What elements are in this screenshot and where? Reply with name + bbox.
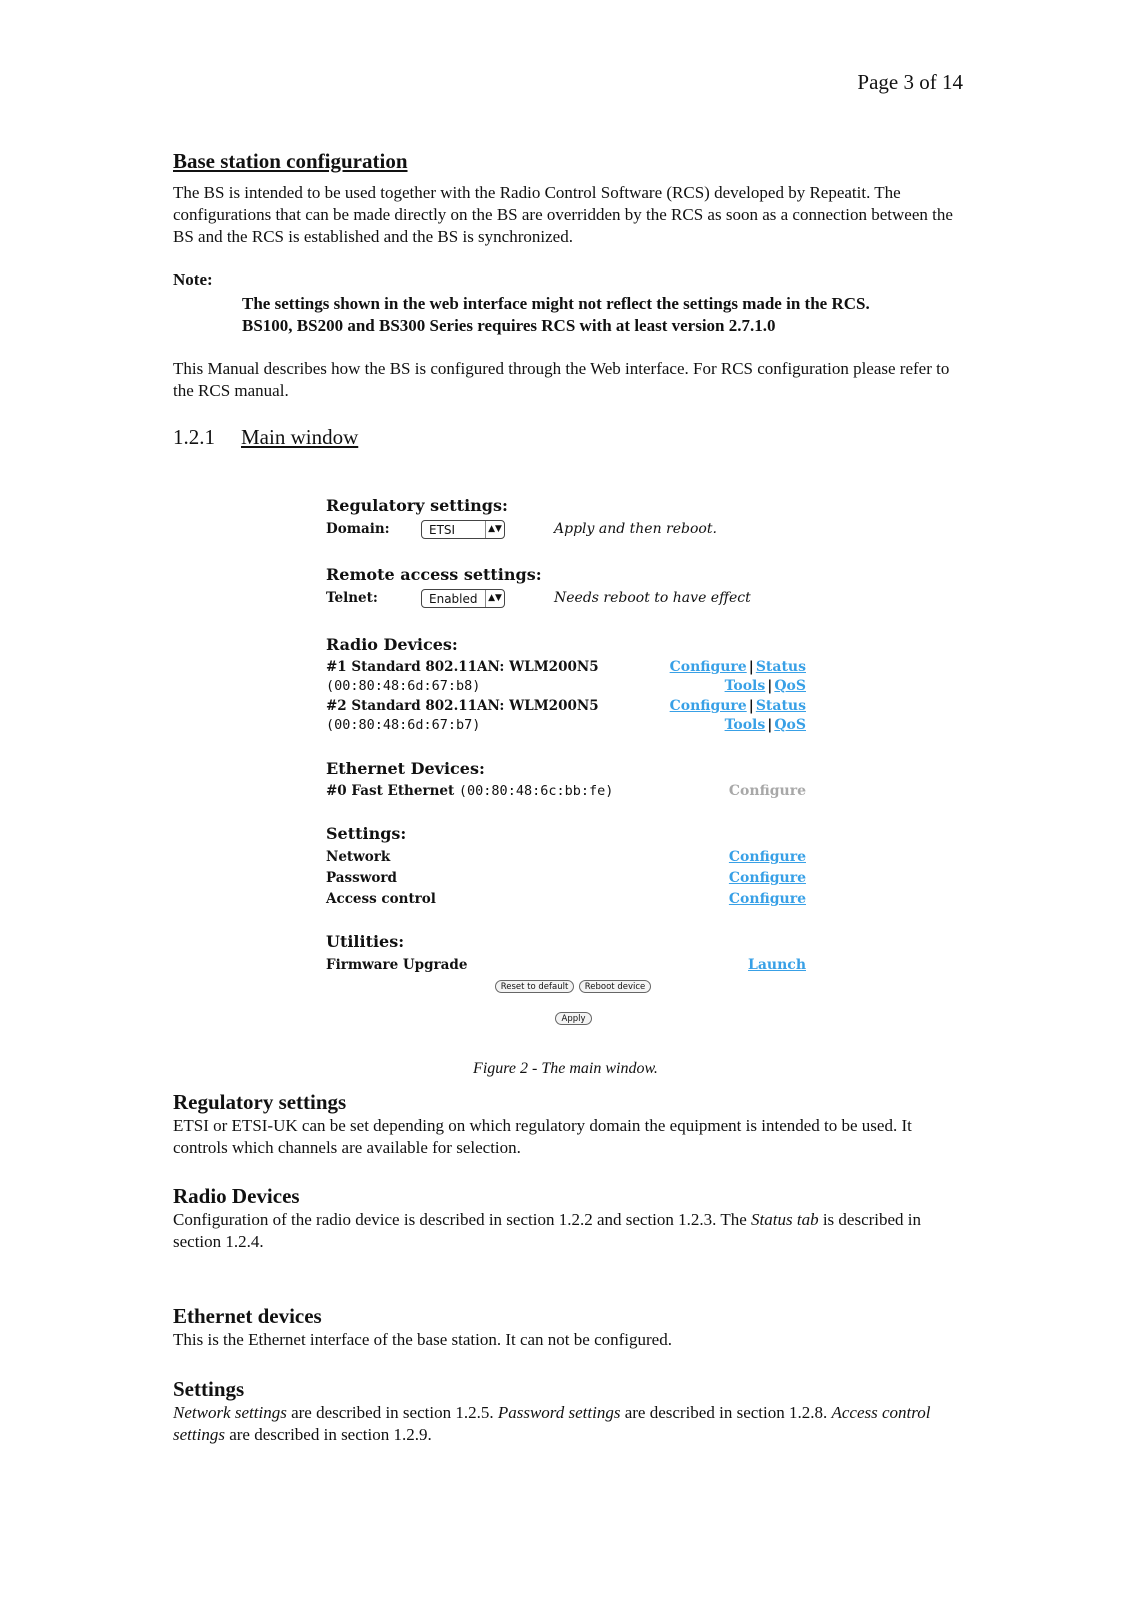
ethernet-mac: (00:80:48:6c:bb:fe) [458, 783, 614, 799]
radio2-name: #2 Standard 802.11AN: WLM200N5 [326, 698, 599, 714]
network-settings-emphasis: Network settings [173, 1403, 287, 1422]
settings-heading: Settings: [326, 824, 407, 843]
telnet-select-value: Enabled [429, 592, 478, 606]
domain-select[interactable] [421, 520, 505, 539]
text-span: are described in section 1.2.5. [286, 1403, 498, 1422]
note-line: BS100, BS200 and BS300 Series requires RCS with at least version 2.7.1.0 [242, 316, 776, 335]
settings-heading: Settings [173, 1377, 245, 1401]
reboot-device-button[interactable]: Reboot device [579, 980, 651, 993]
radio2-configure-link[interactable]: Configure [669, 698, 747, 714]
intro-section [173, 150, 973, 448]
radio1-mac: (00:80:48:6d:67:b8) [326, 678, 481, 694]
ethernet-heading: Ethernet devices [173, 1304, 322, 1328]
radio2-qos-link[interactable]: QoS [774, 717, 806, 733]
section-heading: Base station configuration [173, 149, 408, 173]
radio2-tools-link[interactable]: Tools [724, 717, 766, 733]
subsection-heading [173, 426, 973, 448]
manual-paragraph: This Manual describes how the BS is configured through the Web interface. For RCS configuration please refer to the RCS manual. [173, 359, 950, 400]
domain-label: Domain: [326, 521, 390, 537]
separator: | [767, 678, 773, 694]
radio1-links-row2 [725, 678, 806, 694]
radio1-tools-link[interactable]: Tools [724, 678, 766, 694]
ethernet-section [173, 1303, 963, 1351]
separator: | [767, 717, 773, 733]
radio2-status-link[interactable]: Status [755, 698, 806, 714]
remote-access-heading: Remote access settings: [326, 565, 542, 584]
regulatory-section [173, 1089, 963, 1159]
radio1-links-row1 [670, 659, 806, 675]
firmware-upgrade-label: Firmware Upgrade [326, 957, 468, 973]
updown-arrow-icon: ▲▼ [485, 521, 504, 538]
page-number: Page 3 of 14 [857, 70, 963, 94]
radio-devices-heading: Radio Devices [173, 1184, 300, 1208]
settings-access-label: Access control [326, 891, 436, 907]
settings-section [173, 1376, 963, 1446]
telnet-hint: Needs reboot to have effect [554, 590, 751, 606]
radio-devices-section [173, 1183, 963, 1253]
radio2-links-row1 [670, 698, 806, 714]
radio1-name: #1 Standard 802.11AN: WLM200N5 [326, 659, 599, 675]
ethernet-text: This is the Ethernet interface of the base station. It can not be configured. [173, 1330, 672, 1349]
radio1-configure-link[interactable]: Configure [669, 659, 747, 675]
telnet-label: Telnet: [326, 590, 378, 606]
updown-arrow-icon: ▲▼ [485, 590, 504, 607]
note-body [242, 293, 973, 337]
text-span: Configuration of the radio device is described in section 1.2.2 and section 1.2.3. The [173, 1210, 752, 1229]
ethernet-name: #0 Fast Ethernet [326, 783, 455, 799]
separator: | [748, 698, 754, 714]
domain-select-value: ETSI [429, 523, 456, 537]
radio1-qos-link[interactable]: QoS [774, 678, 806, 694]
regulatory-heading: Regulatory settings: [326, 496, 508, 515]
utilities-heading: Utilities: [326, 932, 405, 951]
radio-devices-heading: Radio Devices: [326, 635, 458, 654]
access-configure-link[interactable]: Configure [728, 891, 806, 907]
apply-button[interactable]: Apply [555, 1012, 592, 1025]
ethernet-devices-heading: Ethernet Devices: [326, 759, 485, 778]
radio-devices-text [173, 1209, 963, 1253]
radio2-mac: (00:80:48:6d:67:b7) [326, 717, 481, 733]
ethernet-device [326, 783, 613, 799]
domain-hint: Apply and then reboot. [554, 521, 717, 537]
radio2-links-row2 [725, 717, 806, 733]
regulatory-text: ETSI or ETSI-UK can be set depending on which regulatory domain the equipment is intended to be used. It controls which channels are available for selection. [173, 1116, 912, 1157]
status-tab-emphasis: Status tab [751, 1210, 819, 1229]
regulatory-heading: Regulatory settings [173, 1090, 347, 1114]
launch-link[interactable]: Launch [748, 957, 806, 973]
text-span: are described in section 1.2.8. [620, 1403, 832, 1422]
network-configure-link[interactable]: Configure [728, 849, 806, 865]
subsection-title: Main window [241, 425, 359, 449]
separator: | [748, 659, 754, 675]
reset-to-default-button[interactable]: Reset to default [495, 980, 574, 993]
settings-network-label: Network [326, 849, 391, 865]
access-control-emphasis: Access control settings [173, 1403, 931, 1444]
intro-paragraph: The BS is intended to be used together with the Radio Control Software (RCS) developed by Repeatit. The configurations that can be made directly on the BS are overridden by the RCS as soon as a connection between the BS and the RCS is established and the BS is synchronized. [173, 183, 953, 246]
figure-caption: Figure 2 - The main window. [473, 1060, 658, 1077]
radio1-status-link[interactable]: Status [755, 659, 806, 675]
text-span: is described in section 1.2.4. [173, 1210, 922, 1251]
settings-text [173, 1402, 963, 1446]
password-configure-link[interactable]: Configure [728, 870, 806, 886]
note-line: The settings shown in the web interface might not reflect the settings made in the RCS. [242, 294, 870, 313]
ethernet-configure-disabled: Configure [728, 783, 806, 799]
main-window-figure [326, 496, 826, 1068]
text-span: are described in section 1.2.9. [224, 1425, 432, 1444]
password-settings-emphasis: Password settings [497, 1403, 621, 1422]
settings-password-label: Password [326, 870, 397, 886]
subsection-number: 1.2.1 [173, 425, 215, 449]
note-label: Note: [173, 270, 213, 289]
telnet-select[interactable] [421, 589, 505, 608]
